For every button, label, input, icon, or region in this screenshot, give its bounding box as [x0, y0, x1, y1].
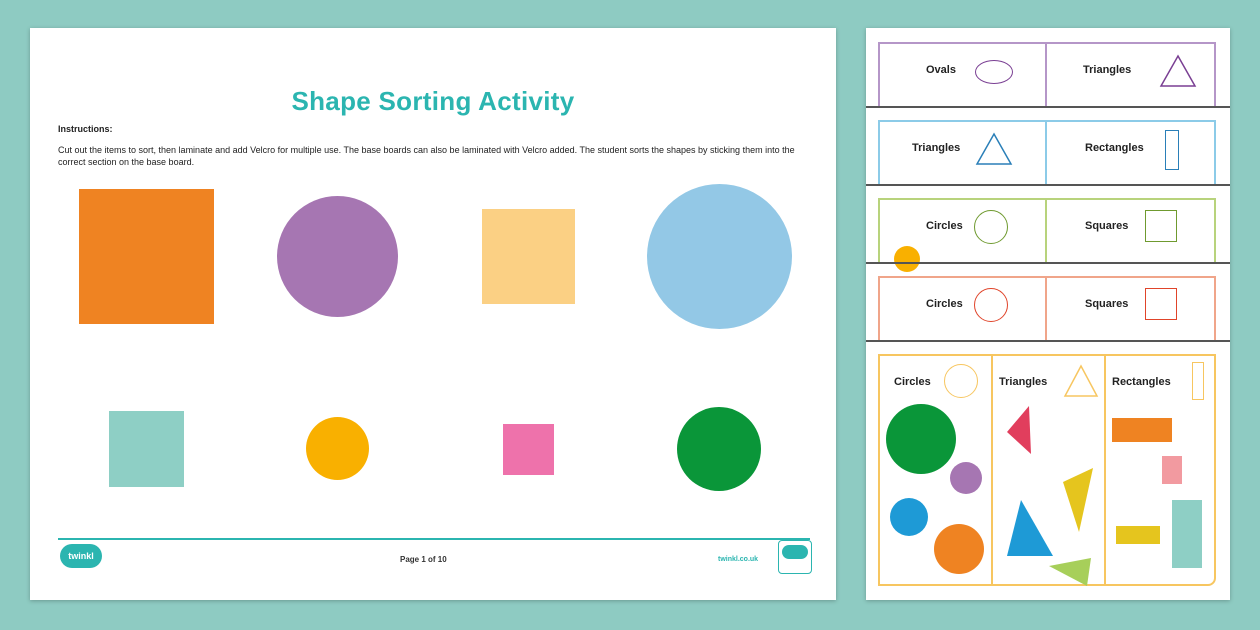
worksheet-page	[30, 28, 836, 600]
board-label: Squares	[1085, 220, 1129, 232]
orange-rectangle-piece	[1112, 418, 1172, 442]
square-icon	[1145, 288, 1177, 320]
triangle-icon	[975, 132, 1013, 166]
oval-icon	[975, 60, 1013, 84]
board-cell	[1047, 200, 1216, 262]
pink-rectangle-piece	[1162, 456, 1182, 484]
rectangle-icon	[1192, 362, 1204, 400]
board-divider	[866, 106, 1230, 108]
teal-square-shape	[109, 411, 184, 487]
board-cell	[880, 278, 1047, 340]
orange-circle-piece	[934, 524, 984, 574]
purple-circle-shape	[277, 196, 398, 317]
blue-circle-piece	[890, 498, 928, 536]
base-board-circles-squares-green	[878, 198, 1216, 262]
circle-icon	[944, 364, 978, 398]
board-label: Triangles	[1083, 64, 1132, 76]
yellow-rectangle-piece	[1116, 526, 1160, 544]
board-label: Rectangles	[1112, 376, 1171, 388]
triangle-pieces	[993, 396, 1104, 586]
board-label: Circles	[926, 220, 963, 232]
board-cell	[880, 200, 1047, 262]
triangle-icon	[1159, 54, 1197, 88]
board-divider	[866, 340, 1230, 342]
orange-square-shape	[79, 189, 214, 324]
board-cell	[880, 356, 993, 584]
circle-icon	[974, 210, 1008, 244]
board-cell	[993, 356, 1106, 584]
base-board-circles-squares-red	[878, 276, 1216, 340]
square-icon	[1145, 210, 1177, 242]
board-cell	[1047, 278, 1216, 340]
board-label: Squares	[1085, 298, 1129, 310]
board-label: Ovals	[926, 64, 956, 76]
board-cell	[1047, 44, 1216, 106]
board-cell	[1106, 356, 1216, 584]
yellow-circle-piece	[894, 246, 920, 272]
board-label: Circles	[894, 376, 931, 388]
base-board-triangles-rectangles	[878, 120, 1216, 184]
website-link: twinkl.co.uk	[718, 556, 759, 563]
board-cell	[880, 122, 1047, 184]
orange-small-circle-shape	[306, 417, 369, 480]
base-boards-preview	[866, 28, 1230, 600]
yellow-square-shape	[482, 209, 575, 304]
instructions-text: Cut out the items to sort, then laminate and add Velcro for multiple use. The base boards can also be laminated with Velcro added. The student sorts the shapes by sticking them into the correct section on the base board.	[58, 145, 795, 167]
triangle-icon	[1063, 364, 1099, 398]
twinkl-badge-icon	[778, 540, 812, 574]
base-board-circles-triangles-rectangles	[878, 354, 1216, 586]
twinkl-logo: twinkl	[60, 544, 102, 568]
board-cell	[880, 44, 1047, 106]
board-cell	[1047, 122, 1216, 184]
green-circle-piece	[886, 404, 956, 474]
instructions-heading: Instructions:	[58, 124, 113, 134]
purple-circle-piece	[950, 462, 982, 494]
board-divider	[866, 262, 1230, 264]
board-divider	[866, 184, 1230, 186]
board-label: Triangles	[912, 142, 961, 154]
blue-circle-shape	[647, 184, 792, 329]
board-label: Rectangles	[1085, 142, 1144, 154]
board-label: Triangles	[999, 376, 1048, 388]
pink-square-shape	[503, 424, 554, 475]
page-number: Page 1 of 10	[400, 555, 447, 564]
footer-divider	[58, 538, 810, 540]
board-label: Circles	[926, 298, 963, 310]
teal-rectangle-piece	[1172, 500, 1202, 568]
green-circle-shape	[677, 407, 761, 491]
rectangle-icon	[1165, 130, 1179, 170]
page-title: Shape Sorting Activity	[291, 86, 575, 116]
circle-icon	[974, 288, 1008, 322]
base-board-ovals-triangles	[878, 42, 1216, 106]
